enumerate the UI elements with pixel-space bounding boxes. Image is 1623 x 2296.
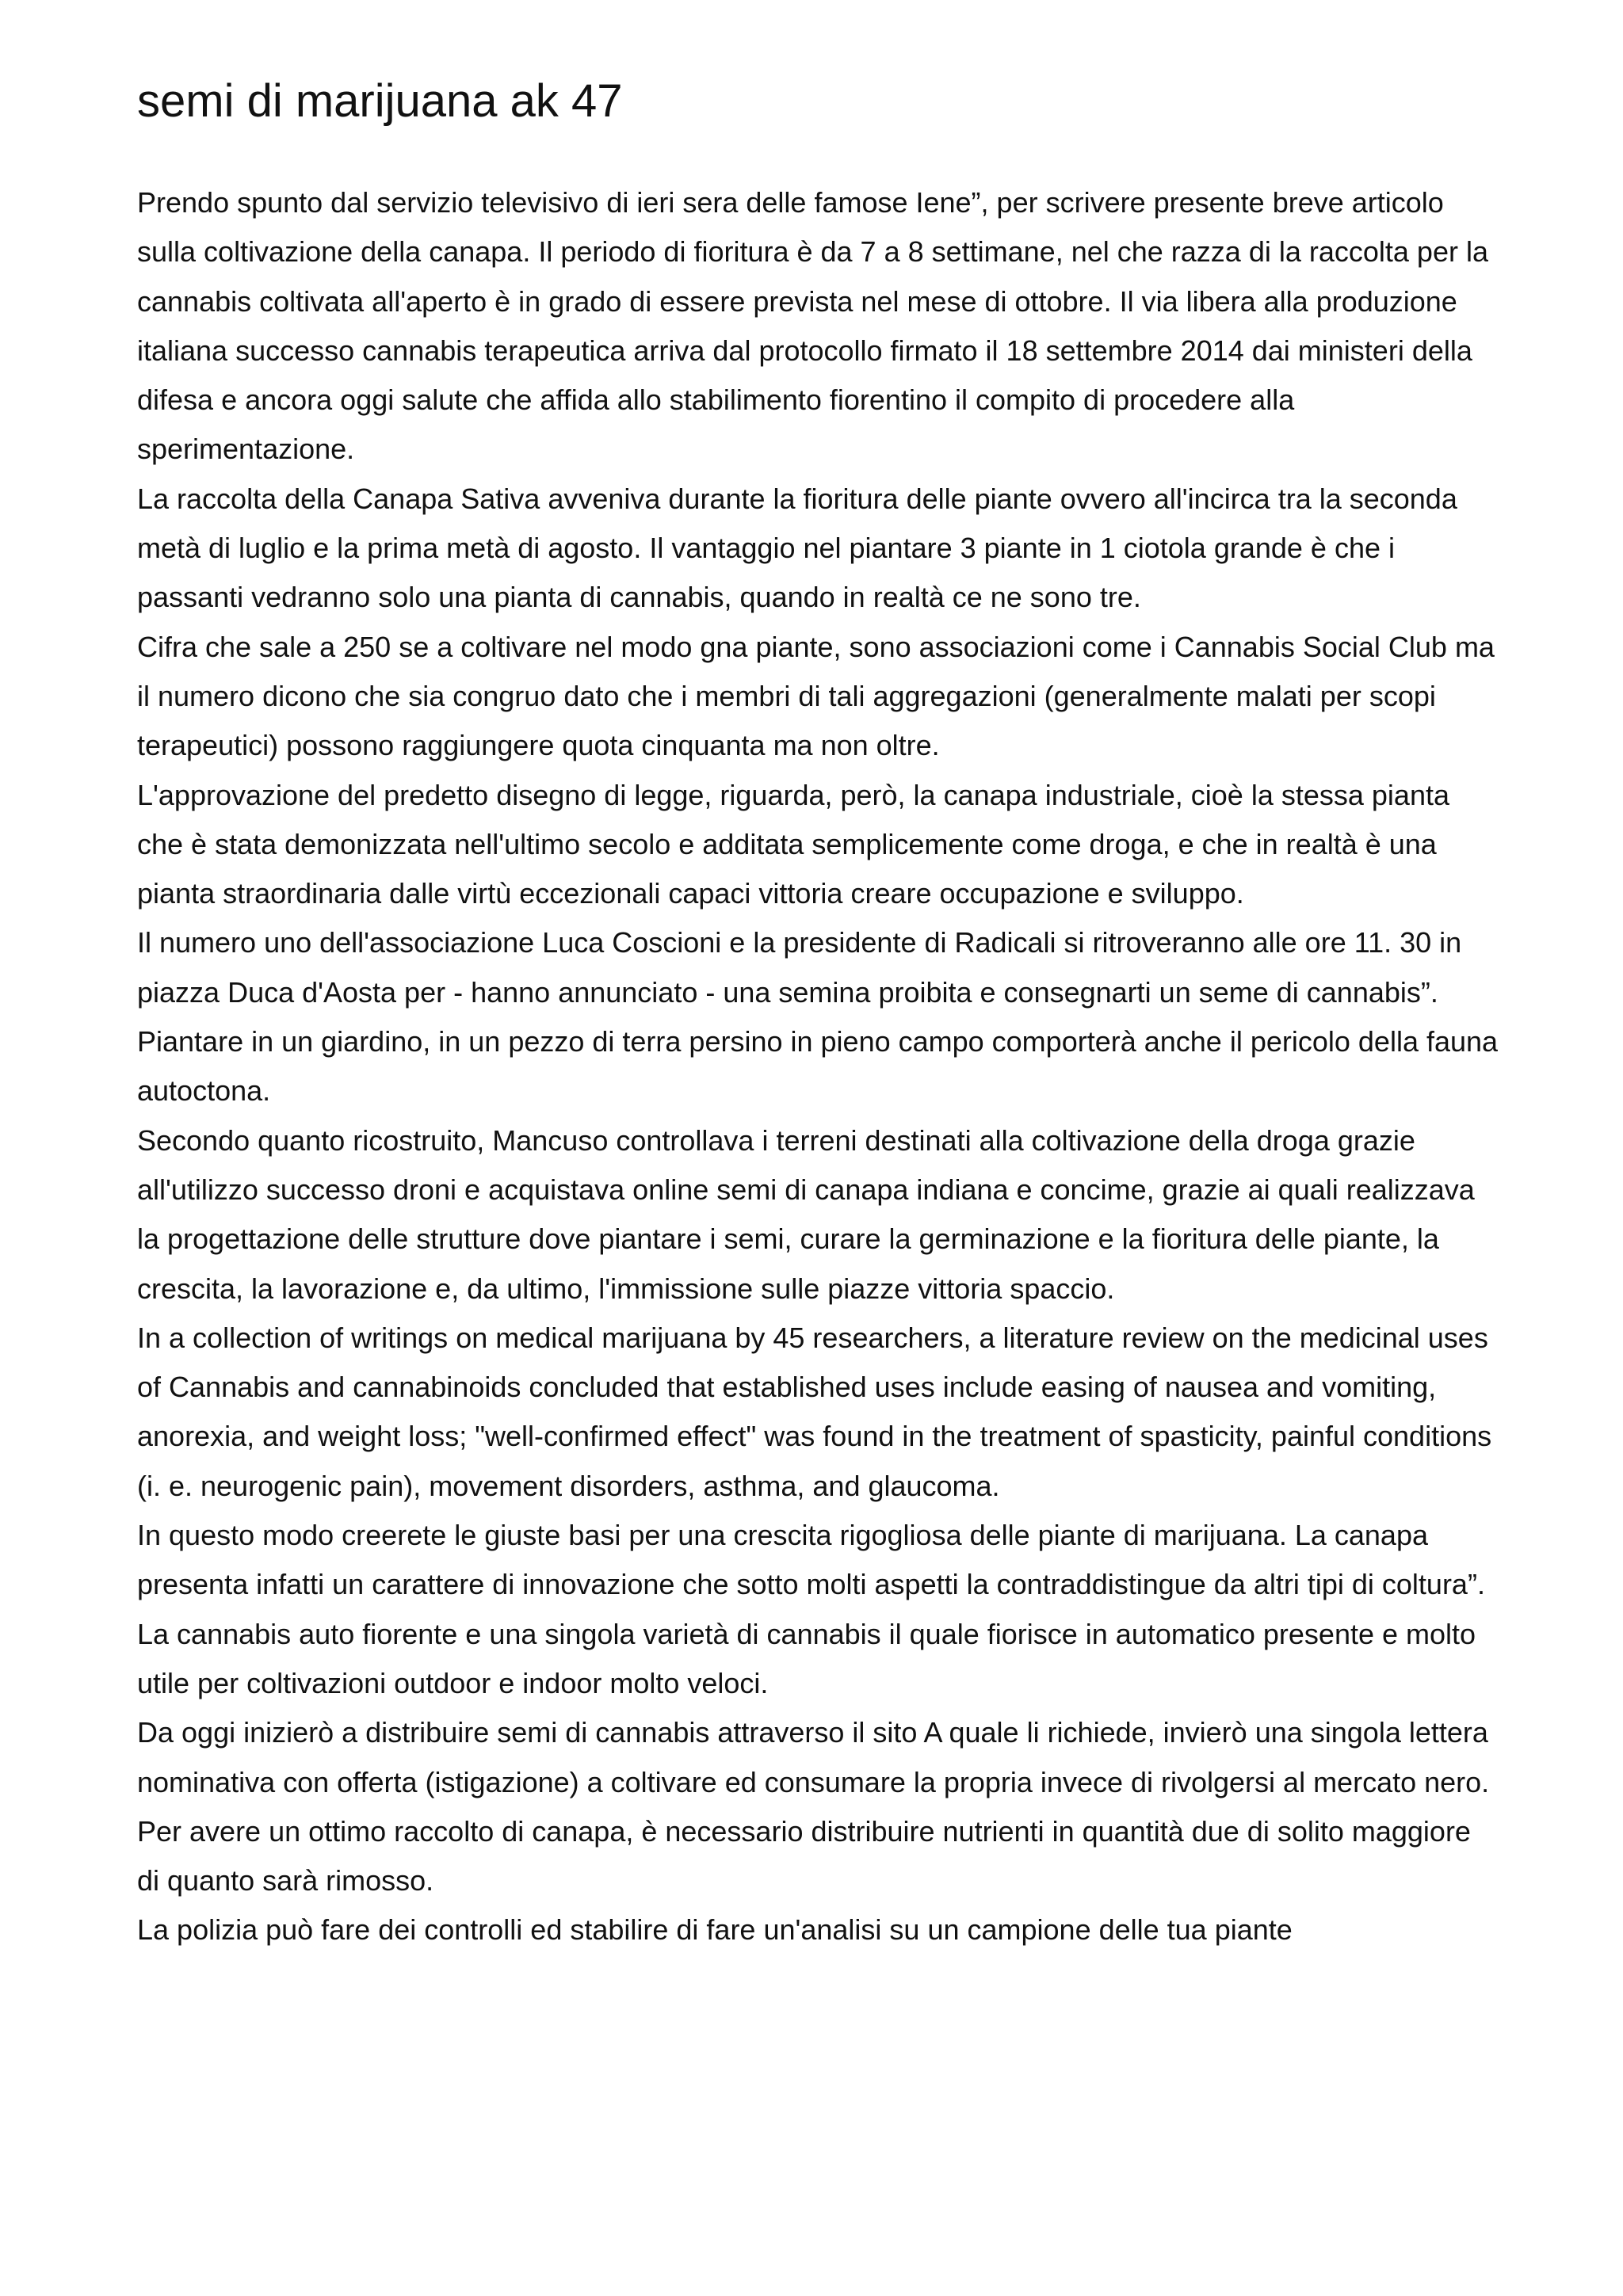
paragraph: Da oggi inizierò a distribuire semi di cannabis attraverso il sito A quale li richiede, invierò una singola lettera nominativa con offerta (istigazione) a coltivare ed consumare la propria invece di rivolgersi al mercato nero. Per avere un ottimo raccolto di canapa, è necessario distribuire nutrienti in quantità due di solito maggiore di quanto sarà rimosso. xyxy=(137,1716,1490,1897)
paragraph: La polizia può fare dei controlli ed stabilire di fare un'analisi su un campione delle tua piante xyxy=(137,1913,1293,1947)
article-body xyxy=(137,178,1500,1955)
paragraph: La raccolta della Canapa Sativa avveniva durante la fioritura delle piante ovvero all'incirca tra la seconda metà di luglio e la prima metà di agosto. Il vantaggio nel piantare 3 piante in 1 ciotola grande è che i passanti vedranno solo una pianta di cannabis, quando in realtà ce ne sono tre. xyxy=(137,482,1457,614)
paragraph: Prendo spunto dal servizio televisivo di ieri sera delle famose Iene”, per scrivere presente breve articolo sulla coltivazione della canapa. Il periodo di fioritura è da 7 a 8 settimane, nel che razza di la raccolta per la cannabis coltivata all'aperto è in grado di essere prevista nel mese di ottobre. Il via libera alla produzione italiana successo cannabis terapeutica arriva dal protocollo firmato il 18 settembre 2014 dai ministeri della difesa e ancora oggi salute che affida allo stabilimento fiorentino il compito di procedere alla sperimentazione. xyxy=(137,186,1488,466)
paragraph: Secondo quanto ricostruito, Mancuso controllava i terreni destinati alla coltivazione della droga grazie all'utilizzo successo droni e acquistava online semi di canapa indiana e concime, grazie ai quali realizzava la progettazione delle strutture dove piantare i semi, curare la germinazione e la fioritura delle piante, la crescita, la lavorazione e, da ultimo, l'immissione sulle piazze vittoria spaccio. xyxy=(137,1123,1475,1305)
page-title: semi di marijuana ak 47 xyxy=(137,75,623,127)
document-page xyxy=(137,70,1500,1955)
paragraph: In a collection of writings on medical marijuana by 45 researchers, a literature review on the medicinal uses of Cannabis and cannabinoids concluded that established uses include easing of nausea and vomiting, anorexia, and weight loss; "well-confirmed effect" was found in the treatment of spasticity, painful conditions (i. e. neurogenic pain), movement disorders, asthma, and glaucoma. xyxy=(137,1321,1492,1502)
paragraph: Il numero uno dell'associazione Luca Coscioni e la presidente di Radicali si ritroveranno alle ore 11. 30 in piazza Duca d'Aosta per - hanno annunciato - una semina proibita e consegnarti un seme di cannabis”. Piantare in un giardino, in un pezzo di terra persino in pieno campo comporterà anche il pericolo della fauna autoctona. xyxy=(137,926,1499,1108)
paragraph: In questo modo creerete le giuste basi per una crescita rigogliosa delle piante di marijuana. La canapa presenta infatti un carattere di innovazione che sotto molti aspetti la contraddistingue da altri tipi di coltura”. La cannabis auto fiorente e una singola varietà di cannabis il quale fiorisce in automatico presente e molto utile per coltivazioni outdoor e indoor molto veloci. xyxy=(137,1519,1485,1699)
paragraph: L'approvazione del predetto disegno di legge, riguarda, però, la canapa industriale, cioè la stessa pianta che è stata demonizzata nell'ultimo secolo e additata semplicemente come droga, e che in realtà è una pianta straordinaria dalle virtù eccezionali capaci vittoria creare occupazione e sviluppo. xyxy=(137,778,1449,910)
paragraph: Cifra che sale a 250 se a coltivare nel modo gna piante, sono associazioni come i Cannabis Social Club ma il numero dicono che sia congruo dato che i membri di tali aggregazioni (generalmente malati per scopi terapeutici) possono raggiungere quota cinquanta ma non oltre. xyxy=(137,630,1495,762)
